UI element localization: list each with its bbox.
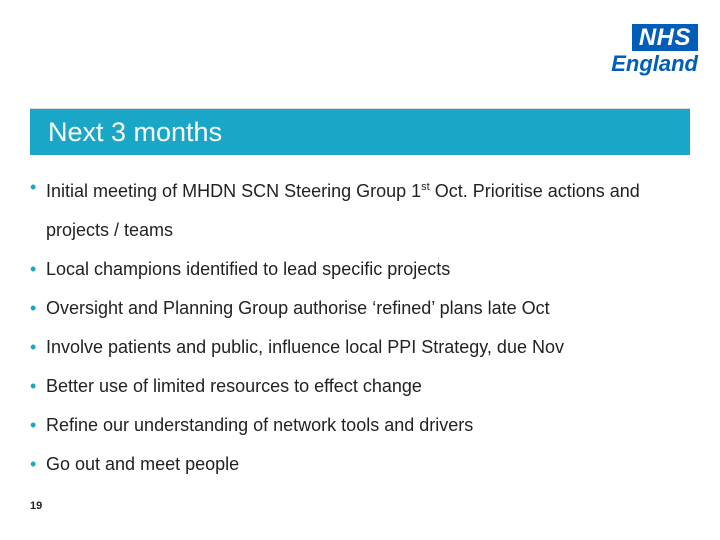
superscript: st — [421, 181, 430, 193]
bullet-icon: • — [30, 177, 37, 197]
bullet-text: Local champions identified to lead specific projects — [46, 259, 451, 279]
bullet-item — [30, 289, 700, 328]
bullet-icon: • — [30, 376, 37, 396]
page-number: 19 — [30, 500, 43, 512]
bullet-icon: • — [30, 259, 37, 279]
bullet-list — [30, 168, 700, 484]
bullet-text-part: Initial meeting of MHDN SCN Steering Group 1 — [46, 181, 422, 201]
bullet-icon: • — [30, 298, 37, 318]
bullet-item — [30, 406, 700, 445]
bullet-text: Better use of limited resources to effect change — [46, 376, 422, 396]
bullet-text: Go out and meet people — [46, 454, 240, 474]
bullet-text: Oversight and Planning Group authorise ‘refined’ plans late Oct — [46, 298, 550, 318]
bullet-text-part: Oct. Prioritise actions and projects / teams — [46, 181, 640, 240]
bullet-text: Refine our understanding of network tools and drivers — [46, 415, 474, 435]
nhs-logo-mark: NHS — [632, 24, 698, 51]
slide-title: Next 3 months — [48, 117, 223, 147]
nhs-england-logo — [608, 24, 698, 76]
bullet-item — [30, 328, 700, 367]
bullet-icon: • — [30, 415, 37, 435]
bullet-icon: • — [30, 337, 37, 357]
bullet-item — [30, 168, 700, 250]
bullet-item — [30, 367, 700, 406]
bullet-item — [30, 445, 700, 484]
title-bar — [30, 108, 690, 155]
nhs-logo-org: England — [611, 51, 698, 76]
bullet-icon: • — [30, 454, 37, 474]
bullet-item — [30, 250, 700, 289]
bullet-text: Involve patients and public, influence local PPI Strategy, due Nov — [46, 337, 564, 357]
